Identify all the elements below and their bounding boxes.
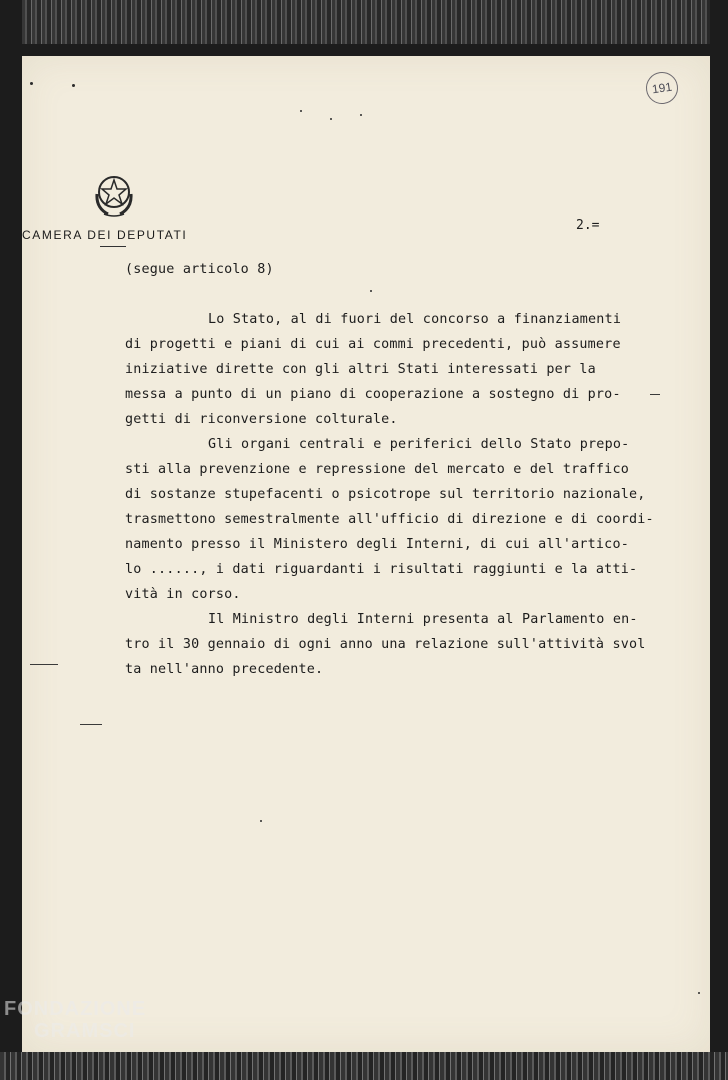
page-number: 2.= (576, 218, 600, 233)
scan-speck (30, 82, 33, 85)
scan-speck (360, 114, 362, 116)
institution-underline (100, 246, 126, 247)
italian-republic-emblem-icon (92, 172, 136, 218)
watermark-line-1: FONDAZIONE (4, 998, 147, 1020)
scan-speck (698, 992, 700, 994)
body-line: trasmettono semestralmente all'ufficio di direzione e di coordi- (125, 512, 654, 527)
scan-speck (370, 290, 372, 292)
folio-number: 191 (651, 79, 673, 97)
body-line: messa a punto di un piano di cooperazione a sostegno di pro- (125, 387, 621, 402)
body-line: Gli organi centrali e periferici dello Stato prepo- (208, 437, 630, 452)
body-line: di progetti e piani di cui ai commi precedenti, può assumere (125, 337, 621, 352)
scan-speck (72, 84, 75, 87)
section-heading: (segue articolo 8) (125, 262, 274, 277)
body-line: tro il 30 gennaio di ogni anno una relazione sull'attività svol (125, 637, 646, 652)
margin-mark (650, 394, 660, 395)
scan-speck (330, 118, 332, 120)
body-line: di sostanze stupefacenti o psicotrope sul territorio nazionale, (125, 487, 646, 502)
body-line: ta nell'anno precedente. (125, 662, 324, 677)
body-line: sti alla prevenzione e repressione del mercato e del traffico (125, 462, 629, 477)
archive-watermark (4, 998, 146, 1042)
scan-speck (300, 110, 302, 112)
body-line: Il Ministro degli Interni presenta al Parlamento en- (208, 612, 638, 627)
institution-name: CAMERA DEI DEPUTATI (22, 228, 188, 242)
scan-edge-top (22, 0, 710, 44)
watermark-line-2: GRAMSCI (34, 1020, 136, 1042)
body-line: iniziative dirette con gli altri Stati interessati per la (125, 362, 596, 377)
margin-mark (30, 664, 58, 665)
body-line: getti di riconversione colturale. (125, 412, 398, 427)
body-line: lo ......, i dati riguardanti i risultati raggiunti e la atti- (125, 562, 638, 577)
body-line: vità in corso. (125, 587, 241, 602)
body-line: namento presso il Ministero degli Interni, di cui all'artico- (125, 537, 629, 552)
margin-mark (80, 724, 102, 725)
scan-edge-bottom (0, 1052, 728, 1080)
body-line: Lo Stato, al di fuori del concorso a finanziamenti (208, 312, 622, 327)
scan-speck (260, 820, 262, 822)
